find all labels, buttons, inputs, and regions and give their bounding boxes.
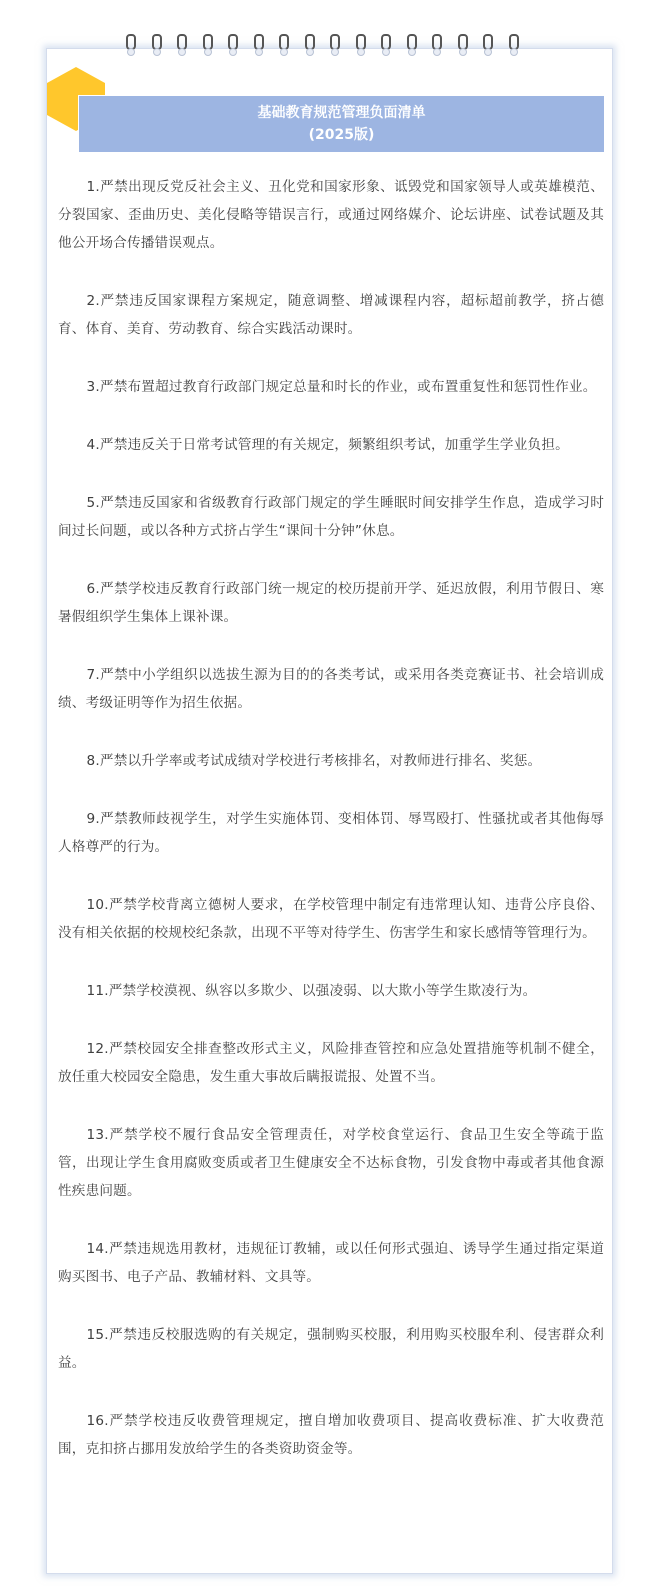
rule-item: 6.严禁学校违反教育行政部门统一规定的校历提前开学、延迟放假，利用节假日、寒暑假组织学生集体上课补课。 — [58, 581, 604, 625]
binder-ring-icon — [126, 34, 135, 56]
binder-ring-icon — [381, 34, 390, 56]
rule-item: 1.严禁出现反党反社会主义、丑化党和国家形象、诋毁党和国家领导人或英雄模范、分裂国家、歪曲历史、美化侵略等错误言行，或通过网络媒介、论坛讲座、试卷试题及其他公开场合传播错误观点。 — [58, 179, 604, 251]
binder-ring-icon — [228, 34, 237, 56]
rule-item: 9.严禁教师歧视学生，对学生实施体罚、变相体罚、辱骂殴打、性骚扰或者其他侮辱人格尊严的行为。 — [58, 811, 604, 855]
binder-ring-icon — [152, 34, 161, 56]
binder-ring-icon — [254, 34, 263, 56]
rule-item: 15.严禁违反校服选购的有关规定，强制购买校服，利用购买校服牟利、侵害群众利益。 — [58, 1327, 604, 1371]
binder-ring-icon — [458, 34, 467, 56]
binder-ring-icon — [483, 34, 492, 56]
rule-item: 13.严禁学校不履行食品安全管理责任，对学校食堂运行、食品卫生安全等疏于监管，出现让学生食用腐败变质或者卫生健康安全不达标食物，引发食物中毒或者其他食源性疾患问题。 — [58, 1127, 604, 1199]
page-subtitle: (2025版) — [308, 127, 375, 143]
binder-ring-icon — [356, 34, 365, 56]
rule-item: 4.严禁违反关于日常考试管理的有关规定，频繁组织考试，加重学生学业负担。 — [86, 437, 569, 453]
rule-item: 2.严禁违反国家课程方案规定，随意调整、增减课程内容，超标超前教学，挤占德育、体育、美育、劳动教育、综合实践活动课时。 — [58, 293, 604, 337]
rule-item: 3.严禁布置超过教育行政部门规定总量和时长的作业，或布置重复性和惩罚性作业。 — [86, 379, 597, 395]
binder-ring-icon — [509, 34, 518, 56]
rule-item: 11.严禁学校漠视、纵容以多欺少、以强凌弱、以大欺小等学生欺凌行为。 — [86, 983, 537, 999]
rule-item: 7.严禁中小学组织以选拔生源为目的的各类考试，或采用各类竞赛证书、社会培训成绩、考级证明等作为招生依据。 — [58, 667, 604, 711]
binder-ring-icon — [203, 34, 212, 56]
binder-ring-icon — [177, 34, 186, 56]
rule-item: 16.严禁学校违反收费管理规定，擅自增加收费项目、提高收费标准、扩大收费范围，克扣挤占挪用发放给学生的各类资助资金等。 — [58, 1413, 604, 1457]
binder-ring-icon — [432, 34, 441, 56]
title-banner — [78, 95, 605, 153]
rule-item: 10.严禁学校背离立德树人要求，在学校管理中制定有违常理认知、违背公序良俗、没有相关依据的校规校纪条款，出现不平等对待学生、伤害学生和家长感情等管理行为。 — [58, 897, 604, 941]
spiral-binding — [126, 34, 536, 62]
rules-list — [58, 173, 604, 1493]
binder-ring-icon — [279, 34, 288, 56]
page-title: 基础教育规范管理负面清单 — [257, 105, 426, 121]
rule-item: 14.严禁违规选用教材，违规征订教辅，或以任何形式强迫、诱导学生通过指定渠道购买图书、电子产品、教辅材料、文具等。 — [58, 1241, 604, 1285]
binder-ring-icon — [330, 34, 339, 56]
rule-item: 5.严禁违反国家和省级教育行政部门规定的学生睡眠时间安排学生作息，造成学习时间过长问题，或以各种方式挤占学生“课间十分钟”休息。 — [58, 495, 604, 539]
binder-ring-icon — [407, 34, 416, 56]
rule-item: 12.严禁校园安全排查整改形式主义，风险排查管控和应急处置措施等机制不健全，放任重大校园安全隐患，发生重大事故后瞒报谎报、处置不当。 — [58, 1041, 604, 1085]
rule-item: 8.严禁以升学率或考试成绩对学校进行考核排名，对教师进行排名、奖惩。 — [86, 753, 542, 769]
binder-ring-icon — [305, 34, 314, 56]
